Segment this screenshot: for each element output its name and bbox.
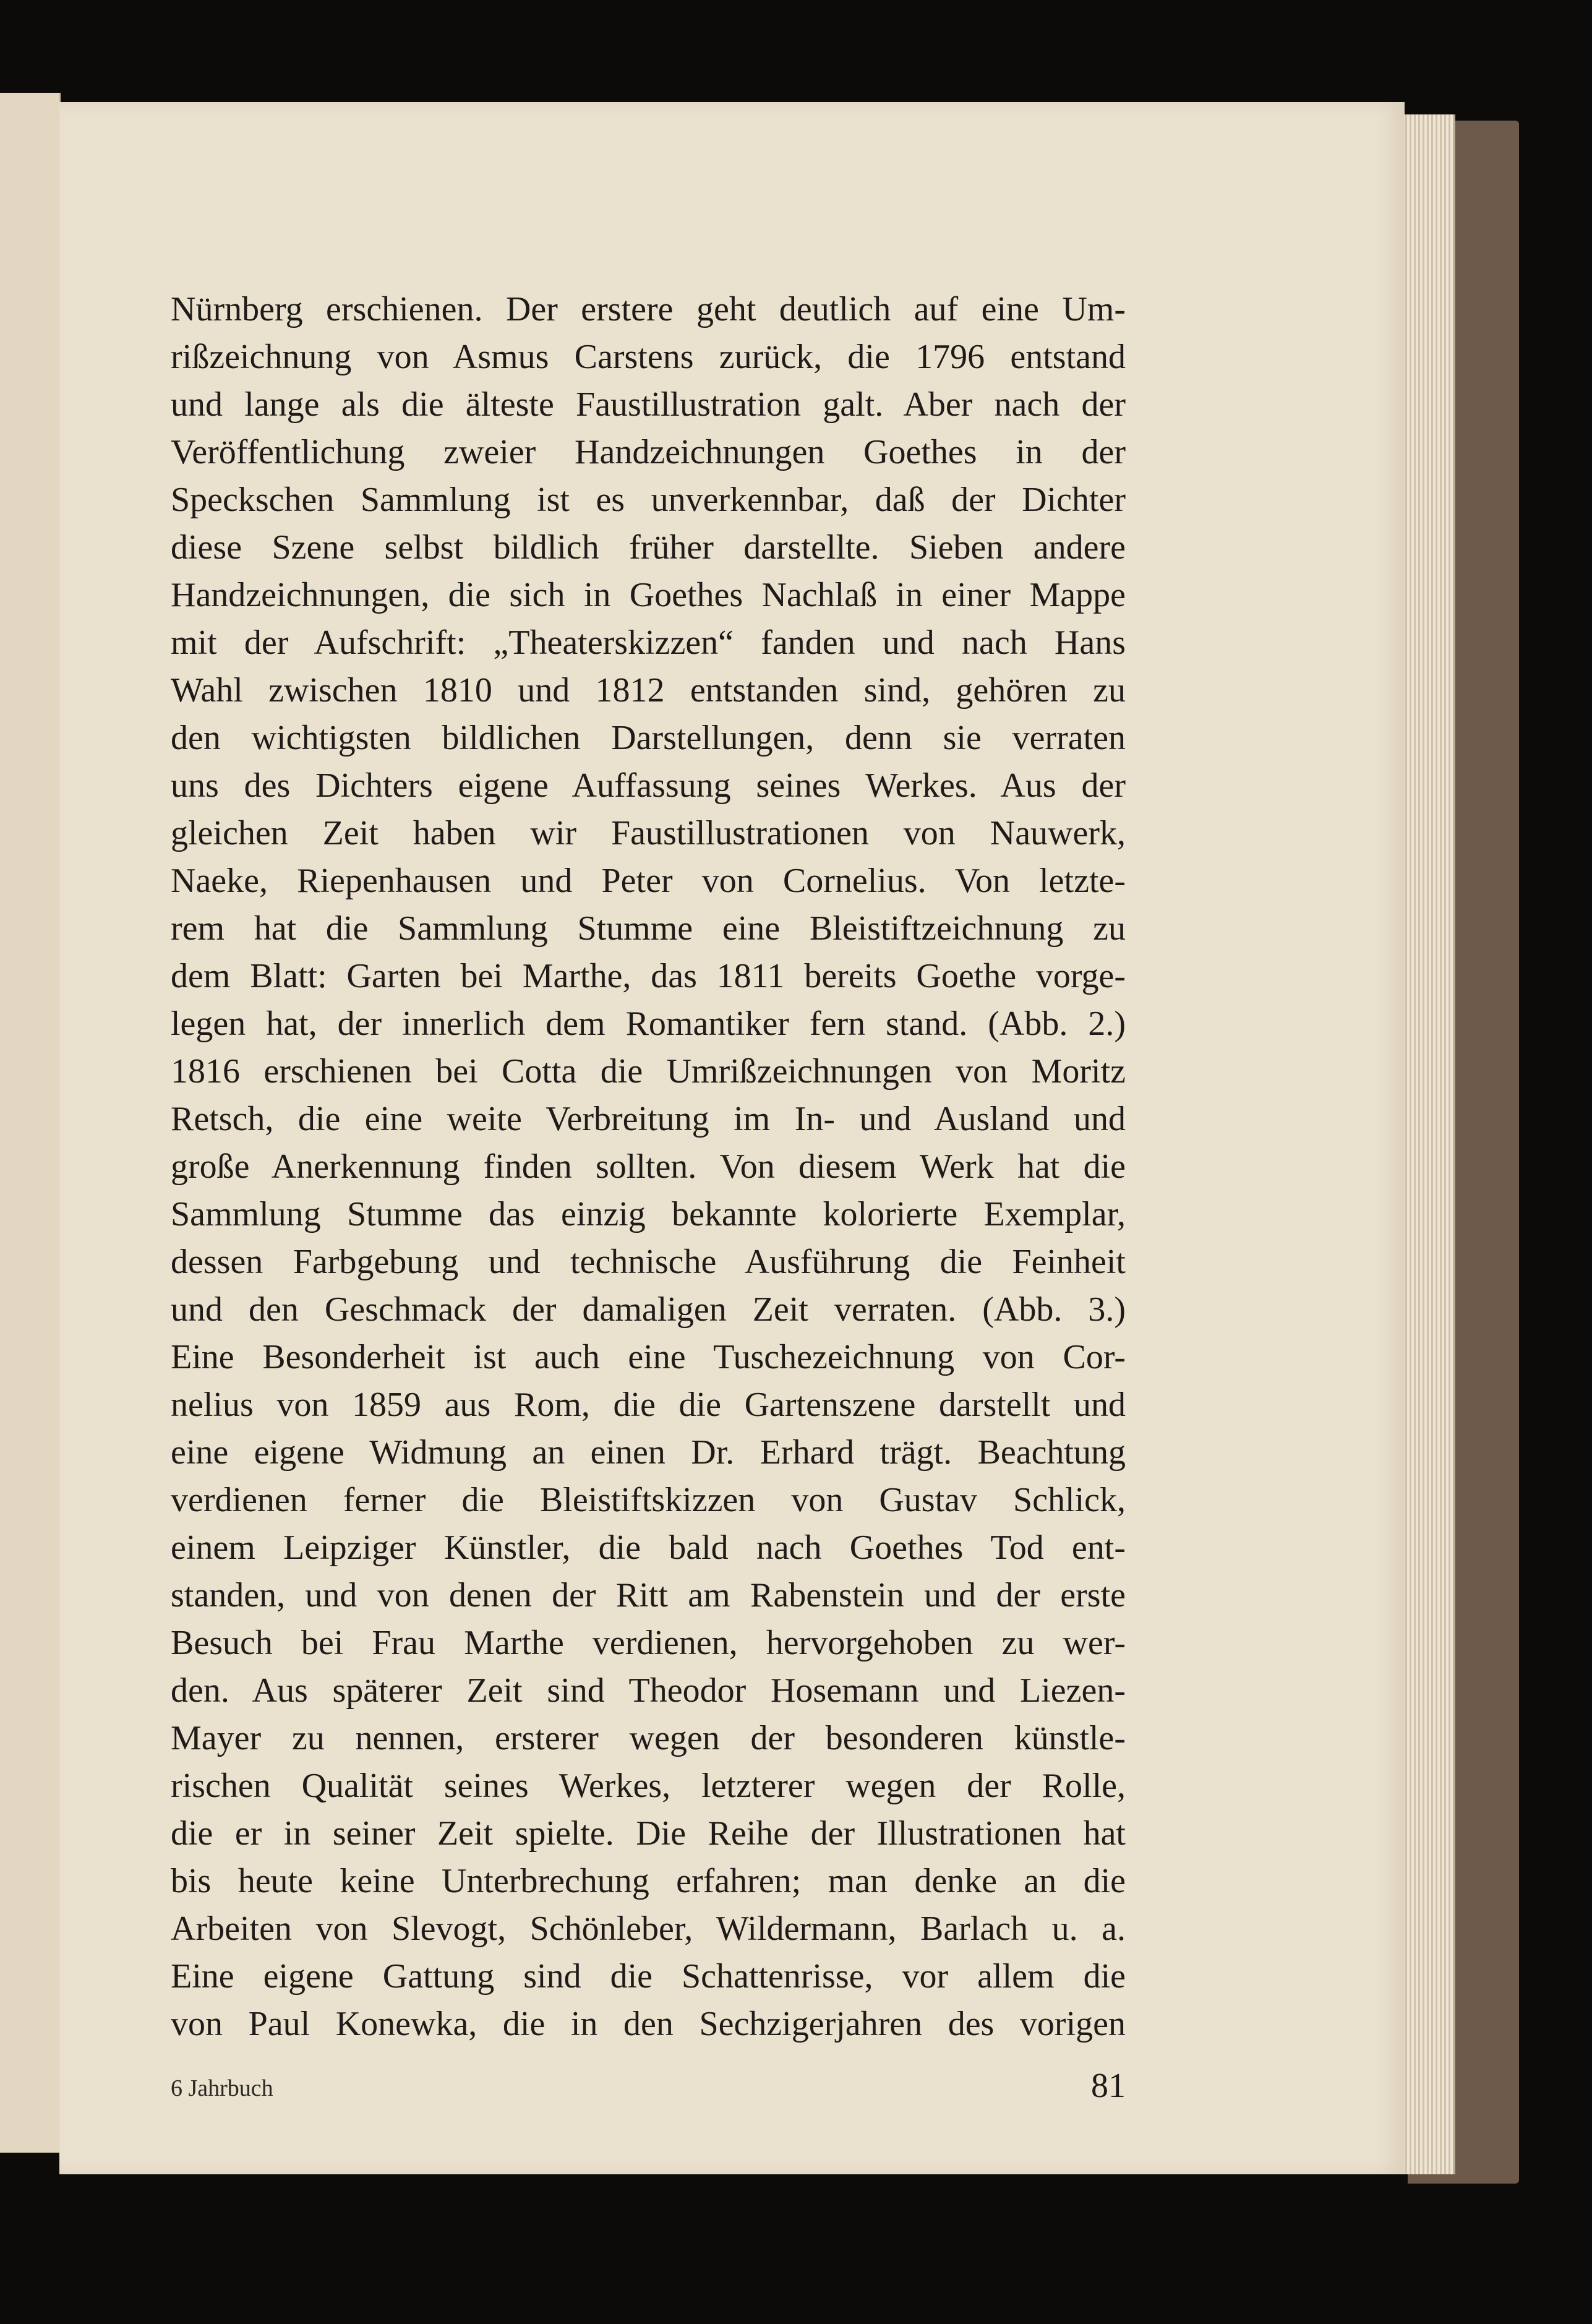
- text-line: und lange als die älteste Faustillustration galt. Aber nach der: [171, 385, 1126, 424]
- book-page: [59, 102, 1405, 2174]
- text-line: einem Leipziger Künstler, die bald nach Goethes Tod ent-: [171, 1529, 1126, 1567]
- text-line: verdienen ferner die Bleistiftskizzen von Gustav Schlick,: [171, 1481, 1126, 1519]
- text-line: dessen Farbgebung und technische Ausführung die Feinheit: [171, 1243, 1126, 1281]
- text-line: Besuch bei Frau Marthe verdienen, hervorgehoben zu wer-: [171, 1624, 1126, 1662]
- text-line: dem Blatt: Garten bei Marthe, das 1811 bereits Goethe vorge-: [171, 957, 1126, 995]
- text-line: gleichen Zeit haben wir Faustillustrationen von Nauwerk,: [171, 814, 1126, 852]
- text-line: Nürnberg erschienen. Der erstere geht deutlich auf eine Um-: [171, 290, 1126, 328]
- text-line: legen hat, der innerlich dem Romantiker fern stand. (Abb. 2.): [171, 1005, 1126, 1043]
- text-line: rißzeichnung von Asmus Carstens zurück, die 1796 entstand: [171, 338, 1126, 376]
- page-number: 81: [1091, 2067, 1126, 2105]
- text-line: 1816 erschienen bei Cotta die Umrißzeichnungen von Moritz: [171, 1052, 1126, 1091]
- body-text: [171, 288, 1126, 2051]
- previous-page-edge: [0, 93, 61, 2153]
- text-line: den wichtigsten bildlichen Darstellungen, denn sie verraten: [171, 719, 1126, 757]
- text-line: eine eigene Widmung an einen Dr. Erhard trägt. Beachtung: [171, 1433, 1126, 1472]
- text-line: mit der Aufschrift: „Theaterskizzen“ fanden und nach Hans: [171, 624, 1126, 662]
- text-line: bis heute keine Unterbrechung erfahren; man denke an die: [171, 1862, 1126, 1900]
- text-line: Retsch, die eine weite Verbreitung im In- und Ausland und: [171, 1100, 1126, 1138]
- text-line: den. Aus späterer Zeit sind Theodor Hosemann und Liezen-: [171, 1671, 1126, 1710]
- text-line: Wahl zwischen 1810 und 1812 entstanden sind, gehören zu: [171, 671, 1126, 710]
- text-line: nelius von 1859 aus Rom, die die Gartenszene darstellt und: [171, 1386, 1126, 1424]
- text-line: Arbeiten von Slevogt, Schönleber, Wildermann, Barlach u. a.: [171, 1910, 1126, 1948]
- text-line: standen, und von denen der Ritt am Rabenstein und der erste: [171, 1576, 1126, 1614]
- text-line: Naeke, Riepenhausen und Peter von Cornelius. Von letzte-: [171, 862, 1126, 900]
- text-line: Veröffentlichung zweier Handzeichnungen Goethes in der: [171, 433, 1126, 471]
- text-line: die er in seiner Zeit spielte. Die Reihe der Illustrationen hat: [171, 1814, 1126, 1853]
- text-line: Sammlung Stumme das einzig bekannte kolorierte Exemplar,: [171, 1195, 1126, 1233]
- text-line: rischen Qualität seines Werkes, letzterer wegen der Rolle,: [171, 1767, 1126, 1805]
- text-line: uns des Dichters eigene Auffassung seines Werkes. Aus der: [171, 766, 1126, 805]
- text-line: diese Szene selbst bildlich früher darstellte. Sieben andere: [171, 528, 1126, 567]
- text-line: Speckschen Sammlung ist es unverkennbar, daß der Dichter: [171, 481, 1126, 519]
- text-line: rem hat die Sammlung Stumme eine Bleistiftzeichnung zu: [171, 909, 1126, 948]
- page-footer: [171, 2066, 1126, 2109]
- text-line: von Paul Konewka, die in den Sechzigerjahren des vorigen: [171, 2005, 1126, 2043]
- text-line: Mayer zu nennen, ersterer wegen der besonderen künstle-: [171, 1719, 1126, 1757]
- text-line: Handzeichnungen, die sich in Goethes Nachlaß in einer Mappe: [171, 576, 1126, 614]
- text-line: große Anerkennung finden sollten. Von diesem Werk hat die: [171, 1147, 1126, 1186]
- text-line: und den Geschmack der damaligen Zeit verraten. (Abb. 3.): [171, 1290, 1126, 1329]
- signature-mark: 6 Jahrbuch: [171, 2075, 273, 2101]
- text-line: Eine eigene Gattung sind die Schattenrisse, vor allem die: [171, 1957, 1126, 1996]
- text-line: Eine Besonderheit ist auch eine Tuschezeichnung von Cor-: [171, 1338, 1126, 1376]
